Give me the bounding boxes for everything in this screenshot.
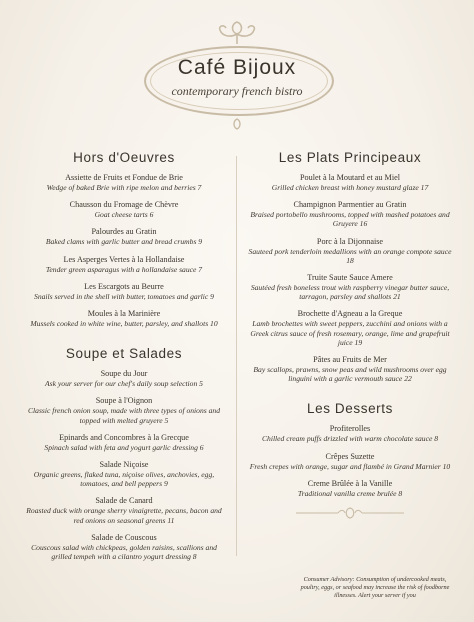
menu-item-name: Les Asperges Vertes à la Hollandaise — [63, 254, 185, 264]
restaurant-tagline: contemporary french bistro — [171, 84, 303, 98]
menu-item-name: Salade Niçoise — [99, 460, 149, 470]
menu-item-description: Organic greens, flaked tuna, niçoise olives, anchovies, egg, tomatoes, and bell peppers 9 — [33, 470, 215, 489]
section-spacer — [14, 336, 234, 342]
menu-item-description: Couscous salad with chickpeas, golden raisins, scallions and grilled tempeh with a cilantro yogurt dressing 8 — [31, 542, 217, 562]
menu-item-description: Traditional vanilla creme brulée 8 — [297, 488, 403, 498]
menu-item-name: Truite Saute Sauce Amere — [307, 273, 393, 283]
menu-item-name: Palourdes au Gratin — [91, 227, 157, 237]
menu-item-name: Creme Brûlée à la Vanille — [307, 478, 393, 488]
menu-item — [14, 533, 234, 561]
menu-item — [240, 479, 460, 498]
menu-item-name: Porc à la Dijonnaise — [316, 236, 384, 246]
menu-item-description: Spinach salad with feta and yogurt garlic dressing 6 — [44, 442, 204, 452]
menu-item — [14, 255, 234, 274]
menu-item — [240, 309, 460, 347]
menu-item — [14, 282, 234, 301]
menu-item-description: Lamb brochettes with sweet peppers, zucchini and onions with a Greek citrus sauce of fresh rosemary, orange, lime and grapefruit juice 19 — [250, 319, 450, 347]
menu-item — [14, 200, 234, 219]
small-flourish-icon — [224, 118, 250, 130]
menu-item — [14, 433, 234, 452]
menu-item-description: Sautéed fresh boneless trout with raspberry vinegar butter sauce, tarragon, parsley and shallots 21 — [250, 283, 450, 302]
scroll-ornament-icon — [290, 506, 410, 520]
menu-item-description: Wedge of baked Brie with ripe melon and berries 7 — [46, 183, 202, 192]
menu-item-description: Ask your server for our chef's daily soup selection 5 — [45, 379, 203, 389]
menu-item-name: Soupe du Jour — [100, 369, 148, 379]
section-heading-les-desserts: Les Desserts — [307, 401, 393, 417]
menu-item-description: Braised portobello mushrooms, topped with mashed potatoes and Gruyere 16 — [250, 210, 450, 229]
menu-item — [240, 273, 460, 301]
menu-left-column — [14, 146, 234, 569]
menu-item-description: Roasted duck with orange sherry vinaigrette, pecans, bacon and red onions on seasonal greens 11 — [26, 506, 222, 525]
section-spacer — [240, 391, 460, 397]
menu-item-name: Epinards and Concombres à la Grecque — [59, 432, 189, 442]
menu-item-description: Classic french onion soup, made with three types of onions and topped with melted gruyere 5 — [27, 406, 220, 425]
menu-item-name: Les Escargots au Beurre — [84, 281, 164, 291]
menu-item — [14, 396, 234, 424]
menu-item-name: Poulet à la Moutard et au Miel — [299, 173, 401, 182]
menu-item — [14, 460, 234, 488]
menu-item — [14, 309, 234, 328]
menu-item-description: Fresh crepes with orange, sugar and flambé in Grand Marnier 10 — [249, 461, 451, 471]
menu-item-name: Moules à la Marinière — [87, 309, 161, 319]
restaurant-name: Café Bijoux — [177, 56, 297, 79]
menu-item-name: Brochette d'Agneau a la Greque — [297, 309, 403, 319]
menu-item — [240, 452, 460, 471]
menu-item — [14, 227, 234, 246]
menu-item-name: Crêpes Suzette — [325, 451, 375, 461]
consumer-advisory-note: Consumer Advisory: Consumption of undercooked meats, poultry, eggs, or seafood may increase the risk of foodborne illnesses. Alert your server if you — [300, 576, 450, 599]
menu-item — [240, 237, 460, 265]
menu-item-description: Grilled chicken breast with honey mustard glaze 17 — [271, 183, 429, 192]
menu-item-name: Soupe à l'Oignon — [95, 396, 153, 406]
menu-item-name: Salade de Canard — [95, 496, 153, 506]
menu-item-description: Baked clams with garlic butter and bread crumbs 9 — [45, 237, 203, 247]
menu-right-column — [240, 146, 460, 520]
menu-item-name: Profiterolles — [329, 424, 371, 434]
menu-item — [14, 173, 234, 192]
menu-item — [240, 355, 460, 383]
section-heading-soupe-et-salades: Soupe et Salades — [65, 346, 183, 362]
menu-item — [14, 496, 234, 524]
menu-item — [240, 200, 460, 228]
menu-item-description: Sauteed pork tenderloin medallions with an orange compote sauce 18 — [248, 246, 452, 265]
menu-header — [0, 0, 474, 140]
menu-item-description: Mussels cooked in white wine, butter, parsley, and shallots 10 — [30, 319, 218, 329]
menu-item-name: Champignon Parmentier au Gratin — [293, 200, 407, 210]
column-divider — [236, 156, 237, 556]
menu-item-name: Salade de Couscous — [91, 532, 157, 542]
section-heading-hors-doeuvres: Hors d'Oeuvres — [73, 150, 175, 165]
section-heading-plats-principeaux: Les Plats Principeaux — [278, 150, 422, 165]
menu-item-name: Pâtes au Fruits de Mer — [313, 355, 387, 365]
menu-item — [14, 369, 234, 388]
menu-item-description: Goat cheese tarts 6 — [94, 210, 154, 220]
menu-item-name: Chausson du Fromage de Chèvre — [69, 200, 179, 210]
menu-item — [240, 173, 460, 192]
menu-item — [240, 424, 460, 443]
flourish-ornament-icon — [214, 20, 260, 46]
menu-item-description: Chilled cream puffs drizzled with warm chocolate sauce 8 — [261, 434, 439, 444]
menu-item-description: Snails served in the shell with butter, tomatoes and garlic 9 — [34, 291, 214, 301]
menu-item-name: Assiette de Fruits et Fondue de Brie — [65, 173, 183, 182]
menu-item-description: Bay scallops, prawns, snow peas and wild mushrooms over egg linguini with a garlic vermouth sauce 22 — [253, 365, 447, 384]
menu-item-description: Tender green asparagus with a hollandaise sauce 7 — [45, 264, 203, 274]
